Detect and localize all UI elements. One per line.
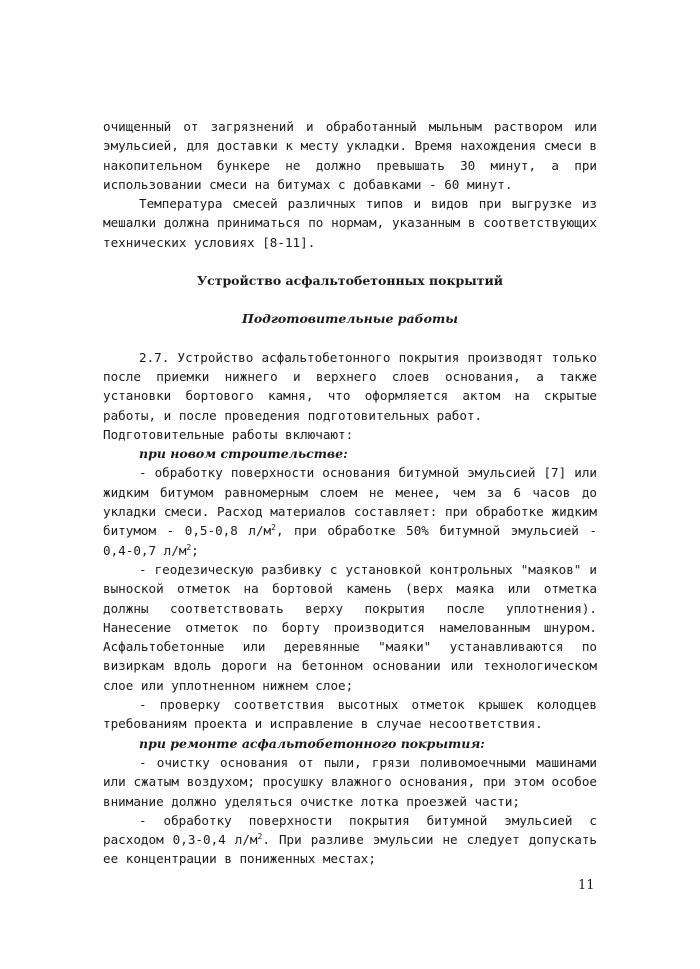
- item-base-treatment-text-1: - обработку поверхности основания битумной эмульсией [7] или жидким битумом равномерным слоем не менее, чем за 6 часов до укладки смеси. Расход материалов составляет: при обработке жидким битумом - 0,5-0,8 л/м: [103, 465, 597, 539]
- item-coating-treatment-text-1: - обработку поверхности покрытия битумной эмульсией с расходом 0,3-0,4 л/м: [103, 812, 597, 848]
- paragraph-2-7: 2.7. Устройство асфальтобетонного покрытия производят только после приемки нижнего и верхнего слоев основания, а также установки бортового камня, что оформляется актом на скрытые работы, и после проведения подготовительных работ.: [103, 349, 597, 423]
- paragraph-mix-transport: очищенный от загрязнений и обработанный мыльным раствором или эмульсией, для доставки к месту укладки. Время нахождения смеси в накопительном бункере не должно превышать 30 минут, а при использовании смеси на битумах с добавками - 60 минут.: [103, 119, 597, 192]
- item-manhole-check: - проверку соответствия высотных отметок крышек колодцев требованиям проекта и исправление в случае несоответствия.: [103, 697, 597, 732]
- item-geodetic-layout: - геодезическую разбивку с установкой контрольных "маяков" и выноской отметок на бортовой камень (верх маяка или отметка должны соответствовать верху покрытия после уплотнения). Нанесение отметок по борту производится намелованным шнуром. Асфальтобетонные или деревянные "маяки" устанавливаются по визиркам вдоль дороги на бетонном основании или технологическом слое или уплотненном нижнем слое;: [103, 561, 597, 693]
- superscript-2: 2: [257, 831, 263, 841]
- page-text: [103, 117, 597, 869]
- item-base-treatment: [103, 463, 597, 559]
- item-base-cleaning: - очистку основания от пыли, грязи поливомоечными машинами или сжатым воздухом; просушку влажного основания, при этом особое внимание должно уделяться очистке лотка проезжей части;: [103, 754, 597, 809]
- subheading-new-construction: при новом строительстве:: [139, 446, 348, 462]
- paragraph-prep-includes: Подготовительные работы включают:: [103, 426, 354, 442]
- superscript-2: 2: [271, 523, 276, 533]
- item-coating-treatment: [103, 811, 597, 869]
- superscript-2: 2: [186, 542, 192, 552]
- subheading-repair: при ремонте асфальтобетонного покрытия:: [139, 735, 485, 751]
- section-heading: Устройство асфальтобетонных покрытий: [196, 273, 504, 289]
- page-number: 11: [578, 878, 595, 893]
- item-coating-treatment-text-2: . При разливе эмульсии не следует допускать ее концентрации в пониженных местах;: [103, 832, 597, 867]
- item-base-treatment-text-3: ;: [191, 542, 199, 558]
- paragraph-temperature: Температура смесей различных типов и видов при выгрузке из мешалки должна приниматься по нормам, указанным в соответствующих технических условиях [8-11].: [103, 196, 597, 250]
- item-base-treatment-text-2: , при обработке 50% битумной эмульсией - 0,4-0,7 л/м: [103, 523, 597, 558]
- subsection-heading: Подготовительные работы: [242, 311, 458, 327]
